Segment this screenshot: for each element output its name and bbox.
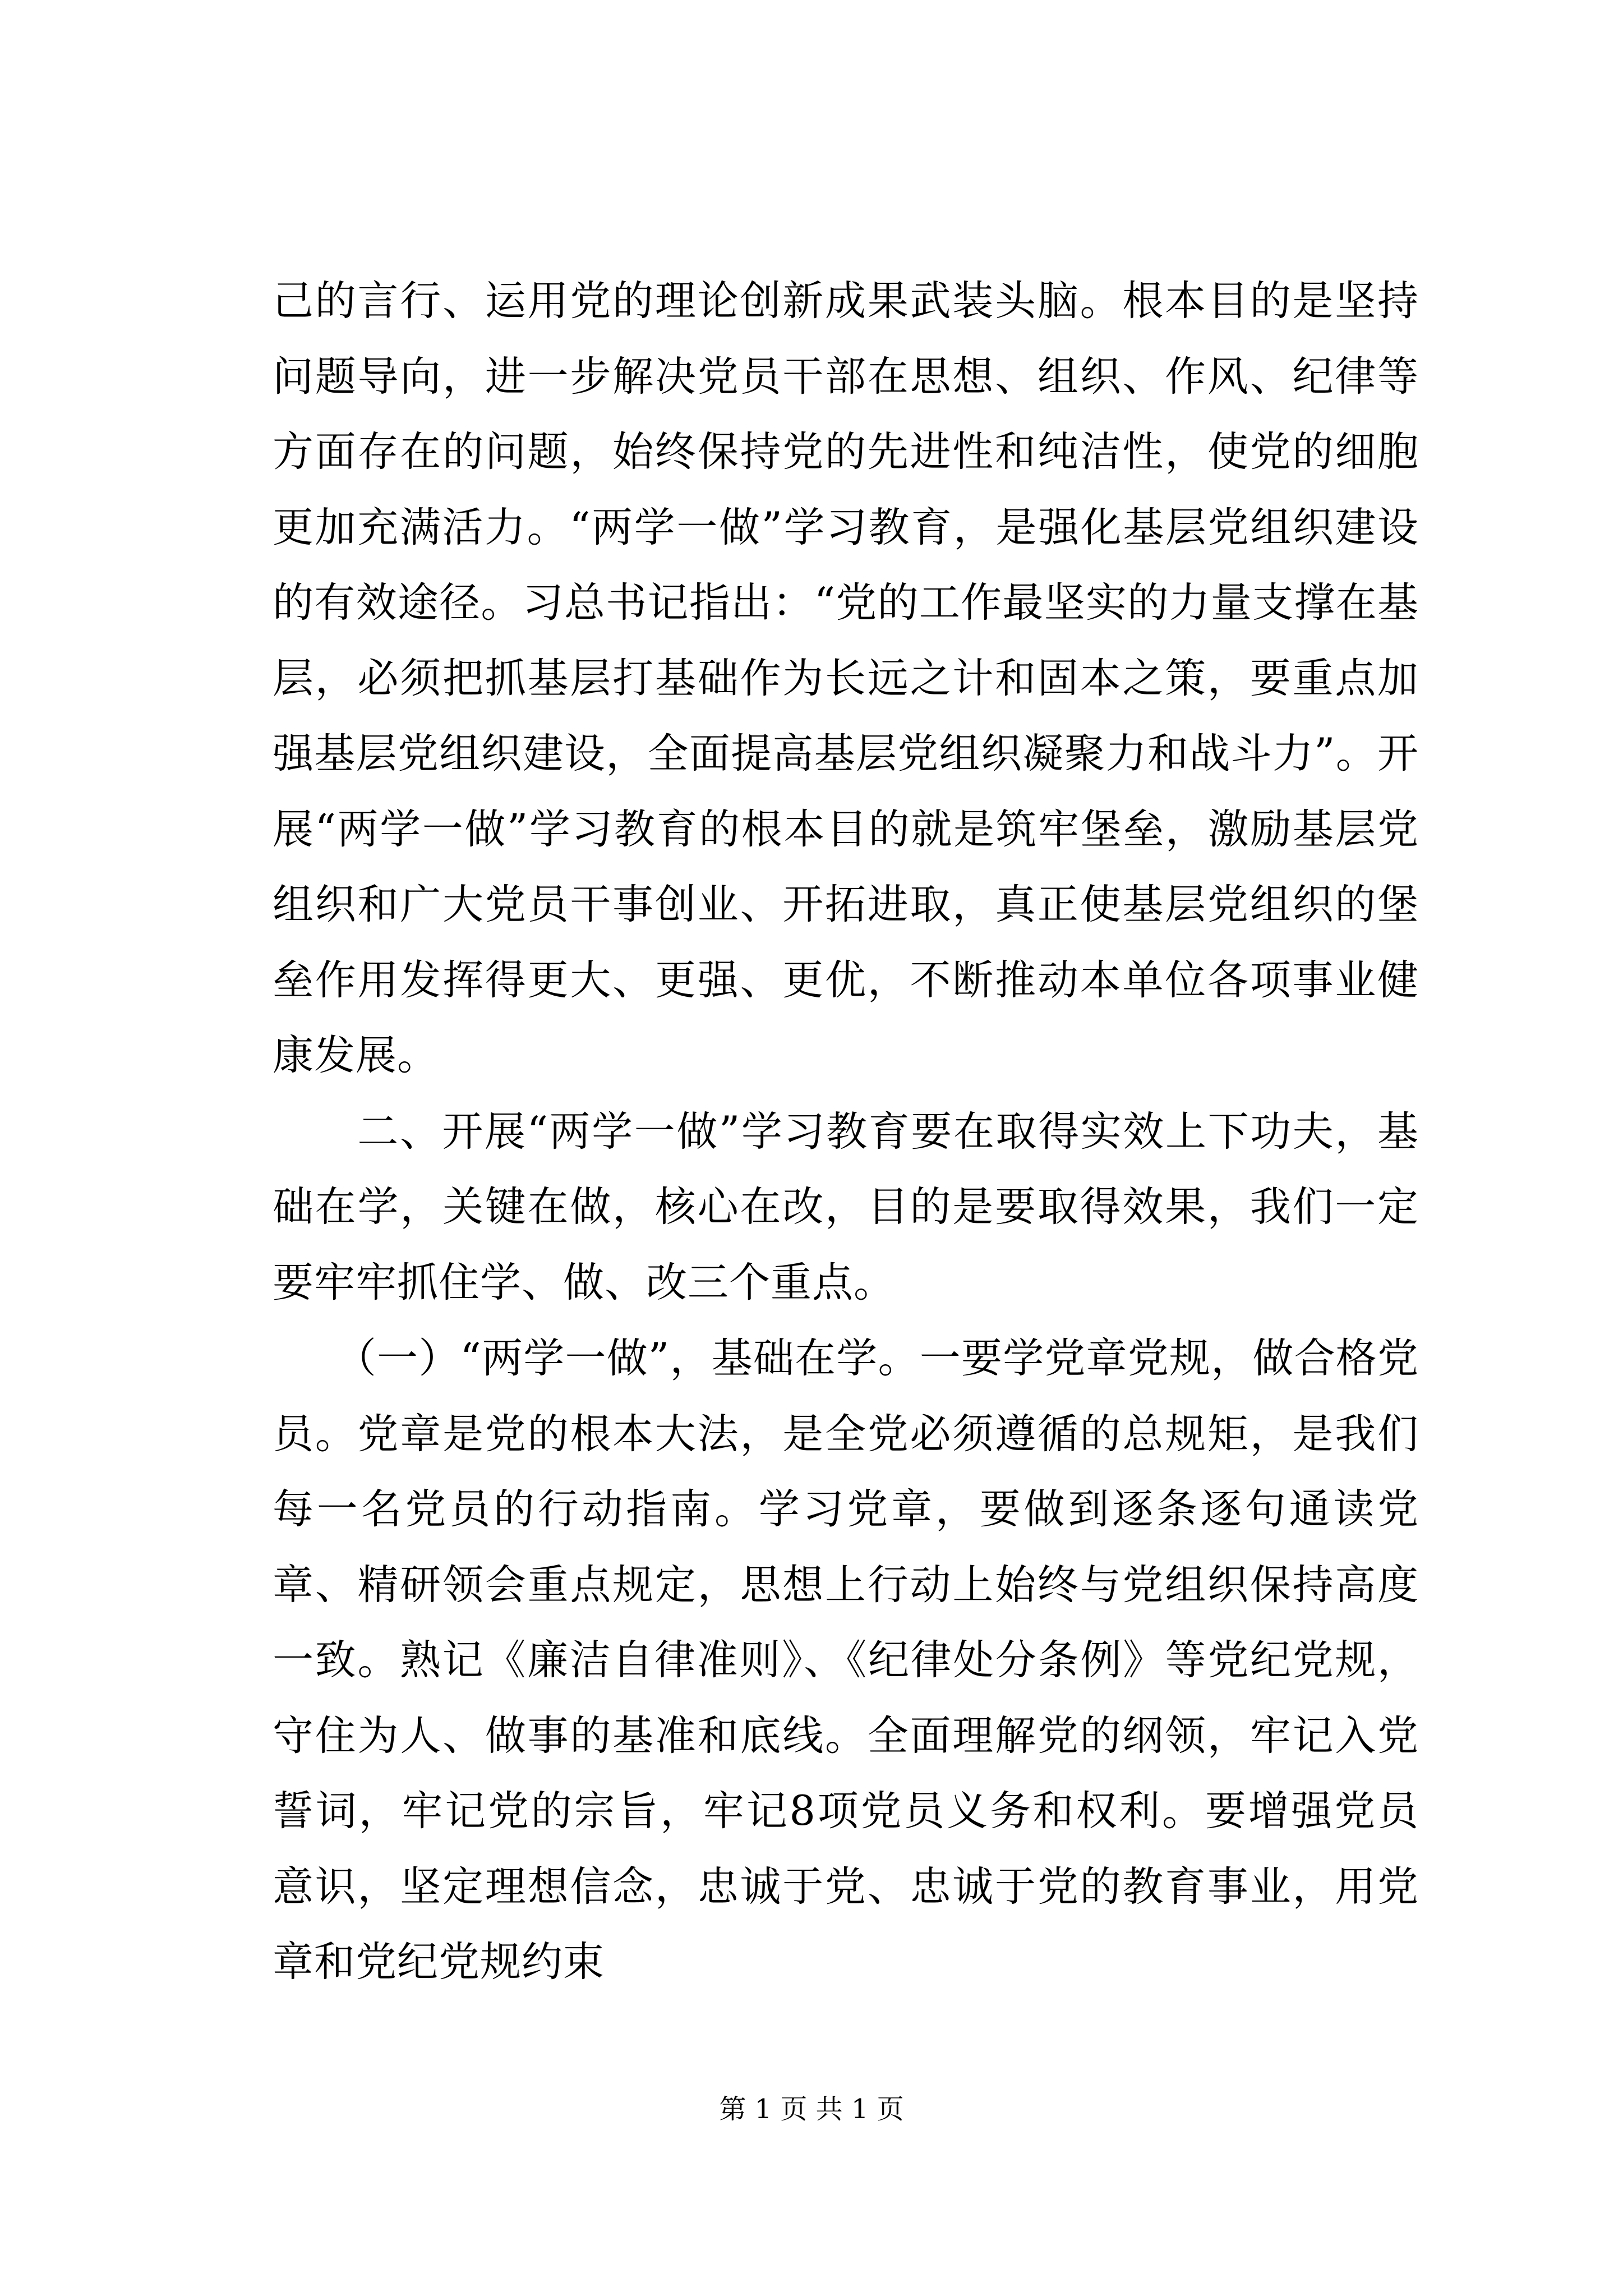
page-footer: 第 1 页 共 1 页 (719, 2093, 904, 2125)
paragraph-2: 二、开展“两学一做”学习教育要在取得实效上下功夫，基础在学，关键在做，核心在改，目的是要取得效果，我们一定要牢牢抓住学、做、改三个重点。 (273, 1107, 1419, 1306)
paragraph-1: 己的言行、运用党的理论创新成果武装头脑。根本目的是坚持问题导向，进一步解决党员干部在思想、组织、作风、纪律等方面存在的问题，始终保持党的先进性和纯洁性，使党的细胞更加充满活力。“两学一做”学习教育，是强化基层党组织建设的有效途径。习总书记指出：“党的工作最坚实的力量支撑在基层，必须把抓基层打基础作为长远之计和固本之策，要重点加强基层党组织建设，全面提高基层党组织凝聚力和战斗力”。开展“两学一做”学习教育的根本目的就是筑牢堡垒，激励基层党组织和广大党员干事创业、开拓进取，真正使基层党组织的堡垒作用发挥得更大、更强、更优，不断推动本单位各项事业健康发展。 (273, 277, 1419, 1079)
paragraph-3: （一）“两学一做”，基础在学。一要学党章党规，做合格党员。党章是党的根本大法，是全党必须遵循的总规矩，是我们每一名党员的行动指南。学习党章，要做到逐条逐句通读党章、精研领会重点规定，思想上行动上始终与党组织保持高度一致。熟记《廉洁自律准则》、《纪律处分条例》等党纪党规，守住为人、做事的基准和底线。全面理解党的纲领，牢记入党誓词，牢记党的宗旨，牢记8项党员义务和权利。要增强党员意识，坚定理想信念，忠诚于党、忠诚于党的教育事业，用党章和党纪党规约束 (273, 1335, 1419, 1986)
document-body (273, 264, 1419, 2000)
